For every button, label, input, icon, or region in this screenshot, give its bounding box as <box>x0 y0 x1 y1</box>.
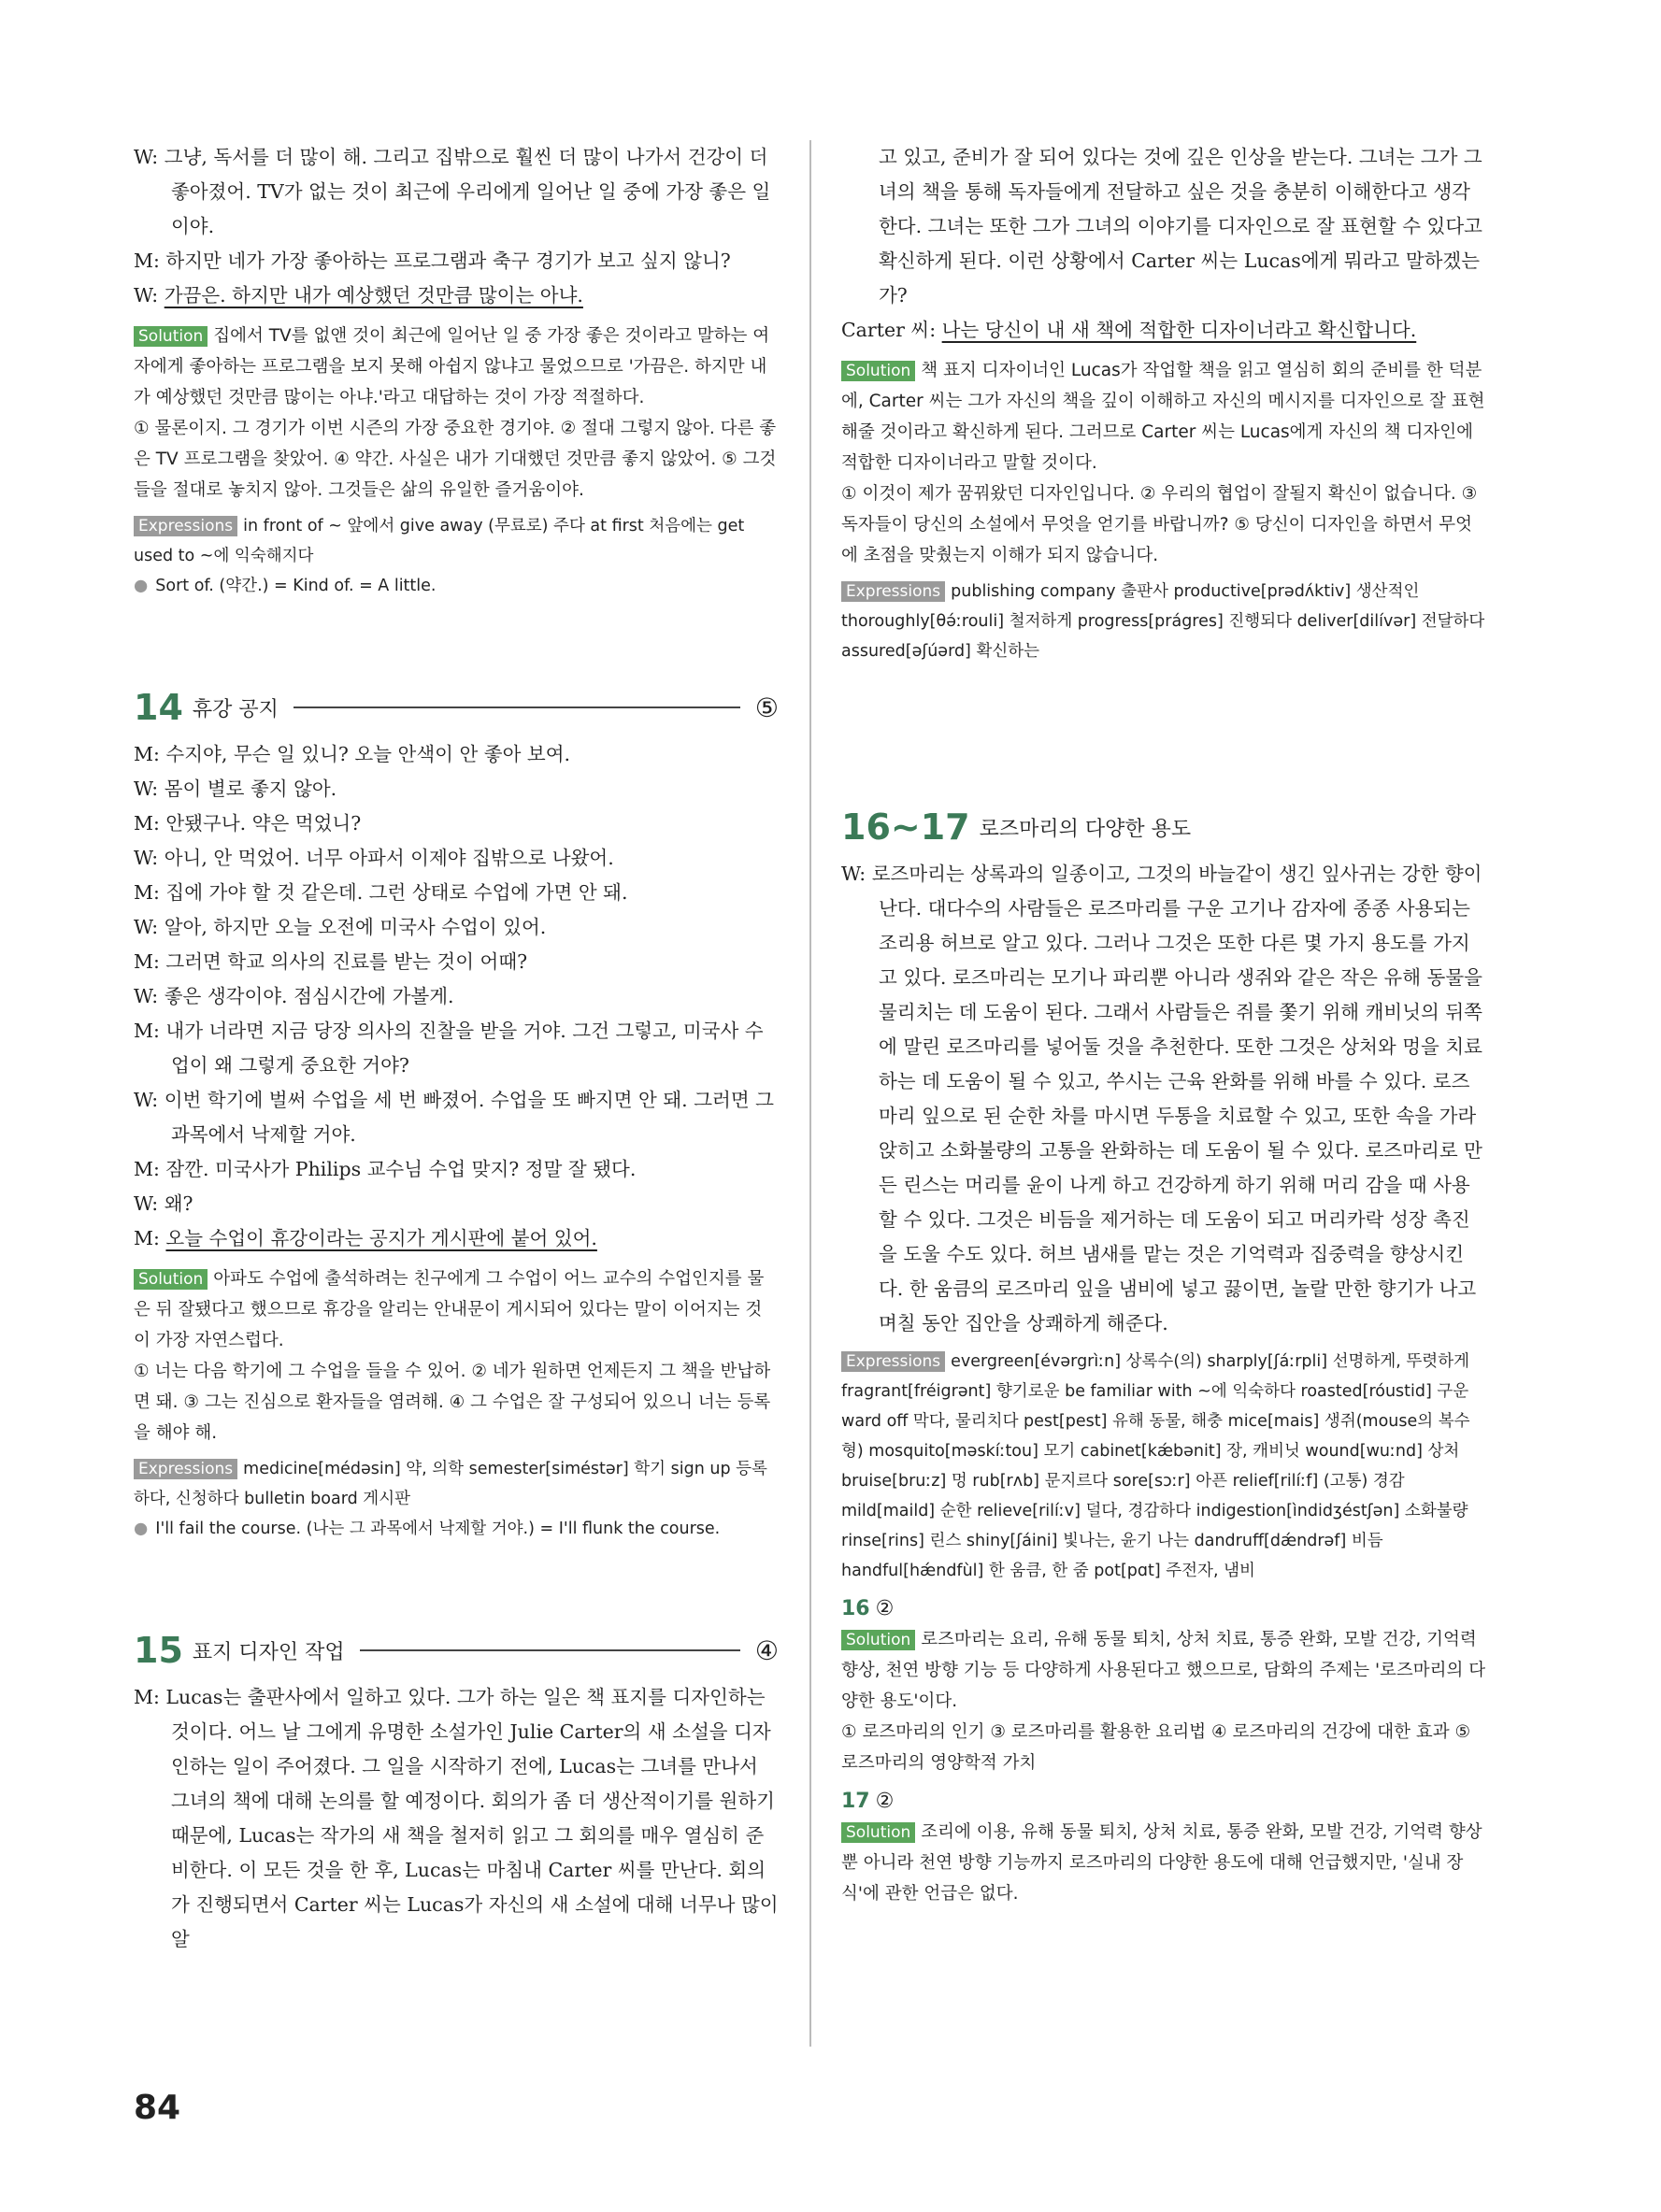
dialogue-line: W: 왜? <box>134 1192 193 1215</box>
q16-17-monologue <box>841 857 1486 1341</box>
question-number: 15 <box>134 1630 183 1671</box>
dialogue-line: W: 알아, 하지만 오늘 오전에 미국사 수업이 있어. <box>134 916 547 938</box>
expressions-tag: Expressions <box>841 581 945 602</box>
q16-options: ① 로즈마리의 인기 ③ 로즈마리를 활용한 요리법 ④ 로즈마리의 건강에 대한 효과 ⑤ 로즈마리의 영양학적 가치 <box>841 1722 1471 1773</box>
dialogue-line: W: 로즈마리는 상록과의 일종이고, 그것의 바늘같이 생긴 잎사귀는 강한 향이 난다. 대다수의 사람들은 로즈마리를 구운 고기나 감자에 종종 사용되는 조리용 허브로 알고 있다. 그러나 그것은 또한 다른 몇 가지 용도를 가지고 있다. 로즈마리는 모기나 파리뿐 아니라 생쥐와 같은 작은 유해 동물을 물리치는 데 도움이 된다. 그래서 사람들은 쥐를 쫓기 위해 캐비닛의 뒤쪽에 말린 로즈마리를 넣어둘 것을 추천한다. 또한 그것은 상처와 멍을 치료하는 데 도움이 될 수 있고, 쑤시는 근육 완화를 위해 바를 수 있다. 로즈마리 잎으로 된 순한 차를 마시면 두통을 치료할 수 있고, 또한 속을 가라앉히고 소화불량의 고통을 완화하는 데 도움이 될 수 있다. 로즈마리로 만든 린스는 머리를 윤이 나게 하고 건강하게 하기 위해 머리 감을 때 사용할 수 있다. 그것은 비듬을 제거하는 데 도움이 되고 머리카락 성장 촉진을 도울 수도 있다. 허브 냄새를 맡는 것은 기억력과 집중력을 향상시킨다. 한 움큼의 로즈마리 잎을 냄비에 넣고 끓이면, 놀랄 만한 향기가 나고 며칠 동안 집안을 상쾌하게 해준다. <box>841 863 1482 1334</box>
q15-options: ① 이것이 제가 꿈꿔왔던 디자인입니다. ② 우리의 협업이 잘될지 확신이 없습니다. ③ 독자들이 당신의 소설에서 무엇을 얻기를 바랍니까? ⑤ 당신이 디자인을 하면서 무엇에 초점을 맞췄는지 이해가 되지 않습니다. <box>841 484 1478 565</box>
q16-17-expressions <box>841 1347 1486 1586</box>
q15-solution <box>841 355 1486 478</box>
dialogue-line: W: 이번 학기에 벌써 수업을 세 번 빠졌어. 수업을 또 빠지면 안 돼. 그러면 그 과목에서 낙제할 거야. <box>134 1089 774 1146</box>
q16-label: 16 ② <box>841 1597 895 1620</box>
q15-expressions <box>841 577 1486 666</box>
solution-text: 집에서 TV를 없앤 것이 최근에 일어난 일 중 가장 좋은 것이라고 말하는 여자에게 좋아하는 프로그램을 보지 못해 아쉽지 않냐고 물었으므로 '가끔은. 하지만 내가 예상했던 것만큼 많이는 아냐.'라고 대답하는 것이 가장 적절하다. <box>134 326 770 407</box>
answer-sentence: 오늘 수업이 휴강이라는 공지가 게시판에 붙어 있어. <box>165 1227 597 1249</box>
heading-rule <box>360 1649 740 1651</box>
q13-expressions <box>134 511 779 571</box>
expressions-text: in front of ~ 앞에서 give away (무료로) 주다 at first 처음에는 get used to ~에 익숙해지다 <box>134 517 745 565</box>
dialogue-line: M: 수지야, 무슨 일 있니? 오늘 안색이 안 좋아 보여. <box>134 743 571 765</box>
solution-tag: Solution <box>134 1269 208 1290</box>
question-answer: ④ <box>754 1634 779 1666</box>
expressions-tag: Expressions <box>841 1351 945 1372</box>
solution-text: 아파도 수업에 출석하려는 친구에게 그 수업이 어느 교수의 수업인지를 물은 뒤 잘됐다고 했으므로 휴강을 알리는 안내문이 게시되어 있다는 말이 이어지는 것이 가장 자연스럽다. <box>134 1269 765 1350</box>
bullet-icon: ● <box>134 577 149 595</box>
dialogue-line: M: 집에 가야 할 것 같은데. 그런 상태로 수업에 가면 안 돼. <box>134 881 628 904</box>
dialogue-line: M: 하지만 네가 가장 좋아하는 프로그램과 축구 경기가 보고 싶지 않니? <box>134 250 731 272</box>
bullet-icon: ● <box>134 1520 149 1538</box>
expressions-text: publishing company 출판사 productive[prədʌ́ktiv] 생산적인 thoroughly[θə́ːrouli] 철저하게 progress[prágres] 진행되다 deliver[dilívər] 전달하다 assured[əʃúərd] 확신하는 <box>841 582 1485 661</box>
q13-note: ● Sort of. (약간.) = Kind of. = A little. <box>134 577 437 595</box>
dialogue-line: M: 잠깐. 미국사가 Philips 교수님 수업 맞지? 정말 잘 됐다. <box>134 1158 637 1180</box>
q14-options: ① 너는 다음 학기에 그 수업을 들을 수 있어. ② 네가 원하면 언제든지 그 책을 반납하면 돼. ③ 그는 진심으로 환자들을 염려해. ④ 그 수업은 잘 구성되어 있으니 너는 등록을 해야 해. <box>134 1362 771 1443</box>
dialogue-line: M: Lucas는 출판사에서 일하고 있다. 그가 하는 일은 책 표지를 디자인하는 것이다. 어느 날 그에게 유명한 소설가인 Julie Carter의 새 소설을 디자인하는 일이 주어졌다. 그 일을 시작하기 전에, Lucas는 그녀를 만나서 그녀의 책에 대해 논의를 할 예정이다. 회의가 좀 더 생산적이기를 원하기 때문에, Lucas는 작가의 새 책을 철저히 읽고 그 회의를 매우 열심히 준비한다. 이 모든 것을 한 후, Lucas는 마침내 Carter 씨를 만난다. 회의가 진행되면서 Carter 씨는 Lucas가 자신의 새 소설에 대해 너무나 많이 알 <box>134 1686 779 1950</box>
answer-sentence: 나는 당신이 내 새 책에 적합한 디자이너라고 확신합니다. <box>941 319 1417 341</box>
q13-dialogue-end <box>134 140 779 313</box>
expressions-text: medicine[médəsin] 약, 의학 semester[siméstər] 학기 sign up 등록하다, 신청하다 bulletin board 게시판 <box>134 1460 767 1508</box>
dialogue-line: W: 그냥, 독서를 더 많이 해. 그리고 집밖으로 훨씬 더 많이 나가서 건강이 더 좋아졌어. TV가 없는 것이 최근에 우리에게 일어난 일 중에 가장 좋은 일이야. <box>134 146 771 237</box>
expressions-tag: Expressions <box>134 1459 237 1479</box>
question-title: 표지 디자인 작업 <box>192 1640 345 1664</box>
solution-text: 로즈마리는 요리, 유해 동물 퇴치, 상처 치료, 통증 완화, 모발 건강, 기억력 향상, 천연 방향 기능 등 다양하게 사용된다고 했으므로, 담화의 주제는 '로즈마리의 다양한 용도'이다. <box>841 1630 1486 1711</box>
question-title: 휴강 공지 <box>192 697 279 721</box>
q17-label: 17 ② <box>841 1790 895 1813</box>
question-answer: ② <box>875 1597 895 1620</box>
solution-tag: Solution <box>841 1822 915 1843</box>
q14-heading <box>134 687 779 728</box>
dialogue-line-answer: M: 오늘 수업이 휴강이라는 공지가 게시판에 붙어 있어. <box>134 1227 597 1249</box>
q14-dialogue <box>134 737 779 1256</box>
dialogue-line: W: 아니, 안 먹었어. 너무 아파서 이제야 집밖으로 나왔어. <box>134 847 614 869</box>
dialogue-line-answer: W: 가끔은. 하지만 내가 예상했던 것만큼 많이는 아냐. <box>134 284 583 307</box>
dialogue-line: M: 안됐구나. 약은 먹었니? <box>134 812 362 835</box>
heading-rule <box>294 706 740 708</box>
dialogue-line: M: 그러면 학교 의사의 진료를 받는 것이 어때? <box>134 950 528 973</box>
solution-tag: Solution <box>841 361 915 381</box>
dialogue-line: W: 몸이 별로 좋지 않아. <box>134 778 337 800</box>
q14-expressions <box>134 1454 779 1514</box>
page-number: 84 <box>134 2089 181 2127</box>
dialogue-line: 고 있고, 준비가 잘 되어 있다는 것에 깊은 인상을 받는다. 그녀는 그가 그녀의 책을 통해 독자들에게 전달하고 싶은 것을 충분히 이해한다고 생각한다. 그녀는 또한 그가 그녀의 이야기를 디자인으로 잘 표현할 수 있다고 확신하게 된다. 이런 상황에서 Carter 씨는 Lucas에게 뭐라고 말하겠는가? <box>879 146 1482 307</box>
q15-dialogue <box>134 1680 779 1957</box>
question-title: 로즈마리의 다양한 용도 <box>979 817 1192 841</box>
dialogue-line: W: 좋은 생각이야. 점심시간에 가볼게. <box>134 985 454 1007</box>
expressions-tag: Expressions <box>134 516 237 536</box>
q14-note: ● I'll fail the course. (나는 그 과목에서 낙제할 거야.) = I'll flunk the course. <box>134 1520 721 1538</box>
solution-tag: Solution <box>134 326 208 347</box>
question-answer: ② <box>875 1790 895 1813</box>
q13-options: ① 물론이지. 그 경기가 이번 시즌의 가장 중요한 경기야. ② 절대 그렇지 않아. 다른 좋은 TV 프로그램을 찾았어. ④ 약간. 사실은 내가 기대했던 것만큼 좋지 않았어. ⑤ 그것들을 절대로 놓치지 않아. 그것들은 삶의 유일한 즐거움이야. <box>134 419 777 500</box>
right-column <box>841 140 1486 1909</box>
expressions-text: evergreen[évərgrìːn] 상록수(의) sharply[ʃáːrpli] 선명하게, 뚜렷하게 fragrant[fréigrənt] 향기로운 be familiar with ~에 익숙하다 roasted[róustid] 구운 ward off 막다, 물리치다 pest[pest] 유해 동물, 해충 mice[mais] 생쥐(mouse의 복수형) mosquito[məskíːtou] 모기 cabinet[kǽbənit] 장, 캐비닛 wound[wuːnd] 상처 bruise[bruːz] 멍 rub[rʌb] 문지르다 sore[sɔːr] 아픈 relief[rilíːf] (고통) 경감 mild[maild] 순한 relieve[rilíːv] 덜다, 경감하다 indigestion[ìndidʒéstʃən] 소화불량 rinse[rins] 린스 shiny[ʃáini] 빛나는, 윤기 나는 dandruff[dǽndrəf] 비듬 handful[hǽndfùl] 한 움큼, 한 줌 pot[pɑt] 주전자, 냄비 <box>841 1352 1470 1580</box>
column-divider <box>809 140 811 2047</box>
left-column <box>134 140 779 1957</box>
question-answer: ⑤ <box>754 692 779 723</box>
solution-text: 조리에 이용, 유해 동물 퇴치, 상처 치료, 통증 완화, 모발 건강, 기억력 향상뿐 아니라 천연 방향 기능까지 로즈마리의 다양한 용도에 대해 언급했지만, '실내 장식'에 관한 언급은 없다. <box>841 1822 1482 1904</box>
dialogue-line: M: 내가 너라면 지금 당장 의사의 진찰을 받을 거야. 그건 그렇고, 미국사 수업이 왜 그렇게 중요한 거야? <box>134 1020 764 1077</box>
question-number: 14 <box>134 687 183 728</box>
q15-heading <box>134 1630 779 1671</box>
q16-solution <box>841 1624 1486 1717</box>
q13-solution <box>134 321 779 413</box>
solution-text: 책 표지 디자이너인 Lucas가 작업할 책을 읽고 열심히 회의 준비를 한 덕분에, Carter 씨는 그가 자신의 책을 깊이 이해하고 자신의 메시지를 디자인으로 잘 표현해줄 것이라고 확신하게 된다. 그러므로 Carter 씨는 Lucas에게 자신의 책 디자인에 적합한 디자이너라고 말할 것이다. <box>841 361 1485 473</box>
q16-17-heading <box>841 806 1486 848</box>
question-number: 16~17 <box>841 806 970 848</box>
dialogue-line-answer: Carter 씨: 나는 당신이 내 새 책에 적합한 디자이너라고 확신합니다. <box>841 319 1417 341</box>
solution-tag: Solution <box>841 1630 915 1650</box>
q14-solution <box>134 1263 779 1356</box>
q17-solution <box>841 1817 1486 1909</box>
q15-dialogue-continued <box>841 140 1486 348</box>
answer-sentence: 가끔은. 하지만 내가 예상했던 것만큼 많이는 아냐. <box>164 284 583 307</box>
